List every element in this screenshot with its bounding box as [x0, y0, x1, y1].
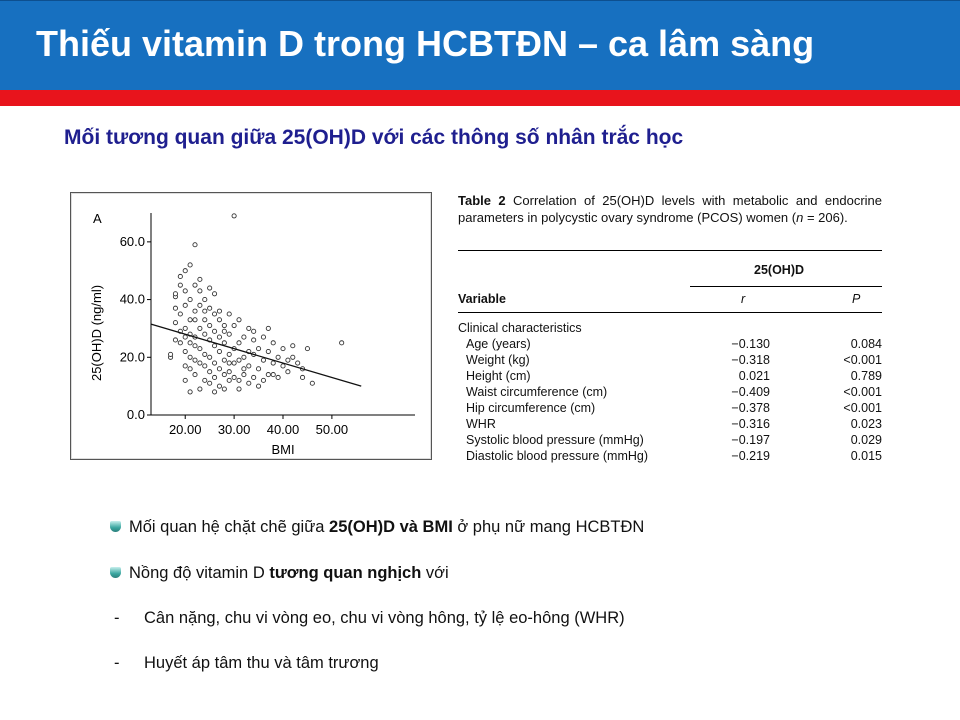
sub-bullet-1 — [114, 609, 625, 628]
data-point — [183, 289, 187, 293]
data-point — [222, 341, 226, 345]
bullet-1-post: ở phụ nữ mang HCBTĐN — [452, 518, 645, 536]
data-point — [203, 297, 207, 301]
data-point — [212, 390, 216, 394]
data-point — [305, 347, 309, 351]
data-point — [256, 384, 260, 388]
bullet-icon — [110, 521, 121, 532]
data-point — [237, 341, 241, 345]
x-tick-label: 40.00 — [266, 422, 300, 437]
data-point — [173, 306, 177, 310]
data-point — [212, 344, 216, 348]
data-point — [183, 335, 187, 339]
data-point — [208, 286, 212, 290]
data-point — [291, 344, 295, 348]
data-point — [266, 326, 270, 330]
dash-marker: - — [114, 654, 120, 672]
y-tick-label: 0.0 — [126, 407, 145, 422]
table-cell-r: −0.318 — [731, 353, 770, 367]
slide-title: Thiếu vitamin D trong HCBTĐN – ca lâm sàng — [36, 23, 815, 64]
data-point — [193, 344, 197, 348]
data-point — [242, 335, 246, 339]
scatter-chart-svg — [71, 193, 431, 459]
data-point — [212, 312, 216, 316]
data-point — [173, 338, 177, 342]
data-point — [217, 318, 221, 322]
chart-axes — [120, 213, 415, 437]
data-point — [222, 373, 226, 377]
data-point — [271, 373, 275, 377]
data-point — [237, 358, 241, 362]
data-point — [222, 387, 226, 391]
data-point — [227, 332, 231, 336]
table-cell-r: −0.130 — [731, 337, 770, 351]
title-accent-stripe — [0, 90, 960, 106]
data-point — [203, 352, 207, 356]
data-point — [247, 381, 251, 385]
data-point — [212, 292, 216, 296]
table-caption-text: Correlation of 25(OH)D levels with metabolic and endocrine parameters in polycystic ovary syndrome (PCOS) women ( — [458, 193, 882, 225]
table-section: Clinical characteristics — [458, 321, 582, 335]
bullet-2 — [110, 564, 449, 583]
data-point — [276, 375, 280, 379]
data-point — [242, 355, 246, 359]
data-point — [232, 375, 236, 379]
data-point — [193, 358, 197, 362]
table-group-rule — [690, 286, 882, 287]
table-cell-r: 0.021 — [738, 369, 770, 383]
bullet-2-post: với — [421, 564, 449, 582]
data-point — [173, 321, 177, 325]
table-caption-n: n — [796, 210, 804, 225]
data-point — [296, 361, 300, 365]
data-point — [300, 375, 304, 379]
data-point — [198, 387, 202, 391]
table-cell-r: −0.316 — [731, 417, 770, 431]
table-caption-label: Table 2 — [458, 193, 506, 208]
table-cell-variable: Age (years) — [466, 337, 531, 351]
data-point — [281, 364, 285, 368]
sub-bullet-2-text: Huyết áp tâm thu và tâm trương — [144, 654, 379, 672]
data-point — [208, 381, 212, 385]
data-point — [291, 355, 295, 359]
data-point — [212, 375, 216, 379]
data-point — [198, 289, 202, 293]
data-point — [212, 361, 216, 365]
sub-bullet-1-text: Cân nặng, chu vi vòng eo, chu vi vòng hông, tỷ lệ eo-hông (WHR) — [144, 609, 625, 627]
data-point — [271, 361, 275, 365]
data-point — [183, 364, 187, 368]
data-point — [217, 349, 221, 353]
bullet-1-pre: Mối quan hệ chặt chẽ giữa — [129, 518, 330, 536]
correlation-table — [458, 192, 884, 472]
data-point — [222, 329, 226, 333]
table-cell-variable: Weight (kg) — [466, 353, 530, 367]
data-point — [252, 338, 256, 342]
table-cell-p: 0.023 — [850, 417, 882, 431]
data-point — [198, 303, 202, 307]
data-point — [222, 323, 226, 327]
data-point — [173, 292, 177, 296]
data-point — [203, 378, 207, 382]
y-tick-label: 60.0 — [119, 233, 145, 249]
data-point — [222, 358, 226, 362]
data-point — [232, 214, 236, 218]
data-point — [261, 358, 265, 362]
data-point — [286, 358, 290, 362]
y-tick-label: 40.0 — [119, 291, 145, 307]
table-caption-tail: = 206). — [803, 210, 848, 225]
data-point — [261, 378, 265, 382]
table-cell-p: <0.001 — [843, 353, 882, 367]
data-point — [208, 306, 212, 310]
data-point — [281, 347, 285, 351]
data-point — [252, 329, 256, 333]
data-point — [261, 335, 265, 339]
data-point — [193, 283, 197, 287]
data-point — [203, 364, 207, 368]
data-point — [217, 384, 221, 388]
data-point — [203, 332, 207, 336]
data-point — [227, 352, 231, 356]
data-point — [183, 269, 187, 273]
data-point — [193, 243, 197, 247]
x-tick-label: 20.00 — [168, 422, 202, 437]
dash-marker: - — [114, 609, 120, 627]
data-point — [188, 367, 192, 371]
data-point — [217, 367, 221, 371]
data-point — [183, 303, 187, 307]
data-point — [310, 381, 314, 385]
x-tick-label: 30.00 — [217, 422, 251, 437]
data-point — [193, 309, 197, 313]
data-point — [183, 326, 187, 330]
data-point — [188, 297, 192, 301]
data-point — [276, 355, 280, 359]
data-point — [178, 283, 182, 287]
table-cell-variable: Hip circumference (cm) — [466, 401, 596, 415]
title-bar — [0, 0, 960, 90]
sub-bullet-2 — [114, 654, 379, 673]
table-top-rule — [458, 250, 882, 251]
table-cell-p: <0.001 — [843, 401, 882, 415]
data-point — [203, 318, 207, 322]
bullet-2-pre: Nồng độ vitamin D — [129, 564, 270, 582]
table-cell-p: 0.084 — [850, 337, 882, 351]
data-point — [188, 318, 192, 322]
data-point — [178, 312, 182, 316]
data-point — [227, 370, 231, 374]
data-point — [188, 390, 192, 394]
table-col-p: P — [852, 292, 861, 306]
data-point — [188, 263, 192, 267]
data-point — [188, 355, 192, 359]
data-point — [256, 367, 260, 371]
data-point — [198, 277, 202, 281]
table-cell-variable: Diastolic blood pressure (mmHg) — [466, 449, 649, 463]
data-point — [193, 373, 197, 377]
table-cell-p: 0.029 — [850, 433, 882, 447]
table-col-variable: Variable — [458, 292, 506, 306]
bullet-1-bold: 25(OH)D và BMI — [329, 518, 453, 536]
data-point — [178, 341, 182, 345]
data-point — [237, 387, 241, 391]
data-point — [237, 378, 241, 382]
data-point — [208, 370, 212, 374]
data-point — [198, 347, 202, 351]
data-point — [266, 349, 270, 353]
data-point — [242, 367, 246, 371]
data-point — [212, 329, 216, 333]
data-point — [266, 373, 270, 377]
scatter-chart — [70, 192, 432, 460]
data-point — [286, 370, 290, 374]
data-point — [217, 309, 221, 313]
data-point — [168, 352, 172, 356]
data-point — [247, 364, 251, 368]
data-point — [247, 326, 251, 330]
data-point — [208, 355, 212, 359]
data-point — [183, 378, 187, 382]
panel-label: A — [93, 211, 102, 226]
chart-points — [168, 214, 343, 394]
table-cell-p: 0.789 — [850, 369, 882, 383]
table-col-r: r — [741, 292, 746, 306]
data-point — [232, 361, 236, 365]
data-point — [242, 373, 246, 377]
table-cell-r: −0.409 — [731, 385, 770, 399]
x-tick-label: 50.00 — [315, 422, 349, 437]
data-point — [198, 361, 202, 365]
table-cell-p: 0.015 — [850, 449, 882, 463]
bullet-2-bold: tương quan nghịch — [269, 564, 422, 582]
data-point — [271, 341, 275, 345]
data-point — [227, 361, 231, 365]
data-point — [227, 312, 231, 316]
table-cell-p: <0.001 — [843, 385, 882, 399]
y-tick-label: 20.0 — [119, 349, 145, 365]
bullet-1 — [110, 518, 644, 537]
table-cell-variable: Height (cm) — [466, 369, 531, 383]
table-header-rule — [458, 312, 882, 313]
data-point — [188, 341, 192, 345]
x-axis-label: BMI — [271, 442, 295, 457]
data-point — [227, 378, 231, 382]
data-point — [183, 349, 187, 353]
data-point — [203, 309, 207, 313]
data-point — [208, 323, 212, 327]
data-point — [256, 347, 260, 351]
table-group-header: 25(OH)D — [754, 263, 805, 277]
table-cell-r: −0.219 — [731, 449, 770, 463]
data-point — [217, 335, 221, 339]
data-point — [252, 375, 256, 379]
table-cell-r: −0.378 — [731, 401, 770, 415]
data-point — [198, 326, 202, 330]
table-cell-variable: Systolic blood pressure (mmHg) — [466, 433, 644, 447]
data-point — [193, 318, 197, 322]
data-point — [237, 318, 241, 322]
y-axis-label: 25(OH)D (ng/ml) — [89, 284, 104, 382]
table-cell-variable: WHR — [466, 417, 496, 431]
table-cell-variable: Waist circumference (cm) — [466, 385, 608, 399]
data-point — [340, 341, 344, 345]
data-point — [232, 323, 236, 327]
data-point — [178, 274, 182, 278]
table-cell-r: −0.197 — [731, 433, 770, 447]
table-caption — [458, 192, 882, 226]
slide-subtitle: Mối tương quan giữa 25(OH)D với các thông số nhân trắc học — [64, 126, 684, 149]
bullet-icon — [110, 567, 121, 578]
